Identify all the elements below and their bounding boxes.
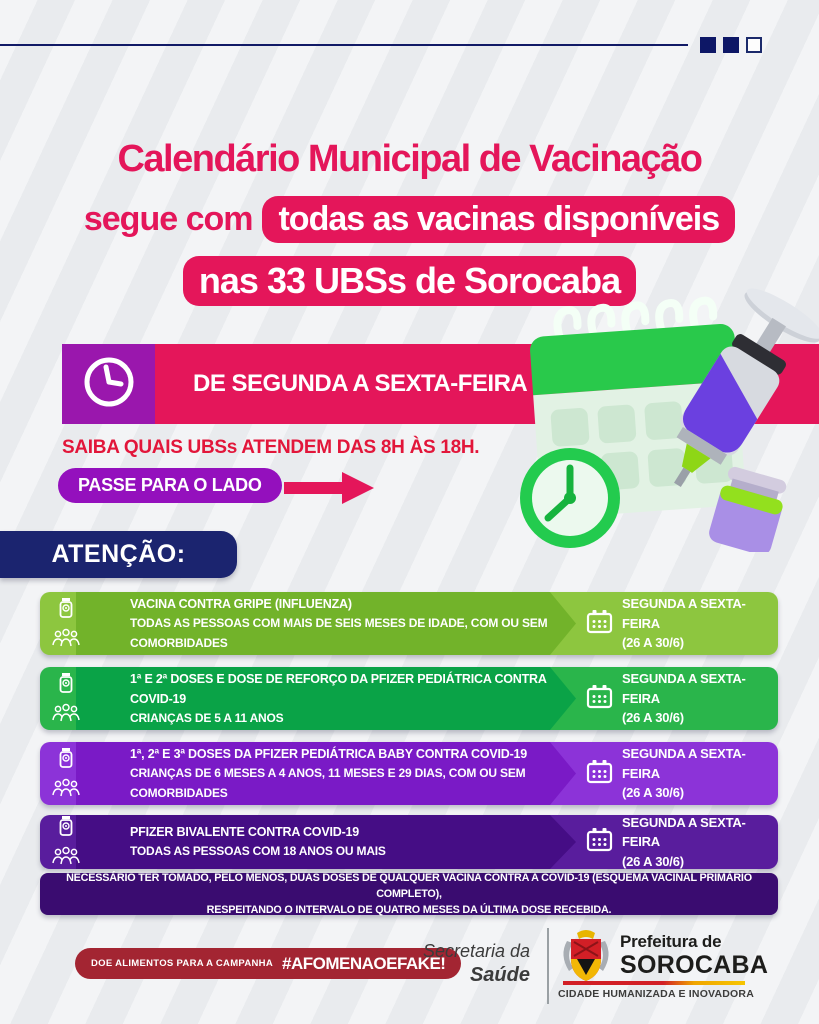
row-schedule [586,742,771,805]
headline-line2 [0,196,819,243]
row-schedule [586,815,771,869]
calendar-icon [586,759,613,789]
note-line2: RESPEITANDO O INTERVALO DE QUATRO MESES DA ÚLTIMA DOSE RECEBIDA. [206,904,612,917]
row-title: 1ª E 2ª DOSES E DOSE DE REFORÇO DA PFIZER PEDIÁTRICA CONTRA COVID-19 [130,671,547,706]
calendar-icon [586,827,613,857]
row-left-icons [49,815,83,869]
row-schedule-dates: (26 A 30/6) [622,785,684,801]
people-group-icon [51,846,81,870]
top-divider-line [0,44,688,46]
campaign-prefix: DOE ALIMENTOS PARA A CAMPANHA [91,958,273,969]
attention-label: ATENÇÃO: [0,531,237,578]
people-group-icon [51,628,81,652]
vaccine-vial-icon [56,671,76,700]
calendar-clock-syringe-illustration [498,282,819,552]
row-title: 1ª, 2ª E 3ª DOSES DA PFIZER PEDIÁTRICA BABY CONTRA COVID-19 [130,747,528,762]
headline-line2-prefix: segue com [83,200,253,238]
row-text [130,592,560,655]
prefeitura-wordmark [620,933,768,979]
row-schedule-days: SEGUNDA A SEXTA-FEIRA [622,671,746,706]
secretaria-line2: Saúde [469,963,530,986]
row-schedule-days: SEGUNDA A SEXTA-FEIRA [622,596,746,631]
brand-gradient-bar [563,981,745,985]
vaccine-row-influenza [40,592,778,655]
row-subtitle: CRIANÇAS DE 5 A 11 ANOS [130,710,284,725]
headline-line1: Calendário Municipal de Vacinação [117,138,702,180]
pagination-square-outline[interactable] [746,37,762,53]
prefeitura-line1: Prefeitura de [620,932,722,951]
hours-line: SAIBA QUAIS UBSs ATENDEM DAS 8H ÀS 18H. [62,437,480,458]
row-text [130,742,560,805]
people-group-icon [51,778,81,802]
row-text [130,667,560,730]
row-subtitle: TODAS AS PESSOAS COM 18 ANOS OU MAIS [130,844,386,859]
clock-icon [82,355,136,414]
pagination-square-filled-2[interactable] [723,37,739,53]
vaccine-vial-icon [56,814,76,843]
row-schedule-dates: (26 A 30/6) [622,710,684,726]
vaccine-vial-icon [56,746,76,775]
vaccine-row-pfizer-pediatrica [40,667,778,730]
people-group-icon [51,703,81,727]
vaccine-vial-icon [56,596,76,625]
pagination-square-filled-1[interactable] [700,37,716,53]
row-schedule-days: SEGUNDA A SEXTA-FEIRA [622,814,746,850]
note-line1: NECESSÁRIO TER TOMADO, PELO MENOS, DUAS DOSES DE QUALQUER VACINA CONTRA A COVID-19 (ESQUEMA VACINAL PRIMÁRIO COMPLETO), [66,871,752,900]
row-left-icons [49,742,83,805]
secretaria-da-saude-wordmark [370,941,530,987]
row-title: VACINA CONTRA GRIPE (INFLUENZA) [130,597,352,612]
row-schedule [586,667,771,730]
calendar-icon [586,684,613,714]
campaign-hashtag: #AFOMENAOEFAKE! [282,953,446,973]
bivalent-requirement-note [40,873,778,915]
row-left-icons [49,592,83,655]
row-schedule-days: SEGUNDA A SEXTA-FEIRA [622,746,746,781]
arrow-right-icon [284,471,376,510]
row-subtitle: TODAS AS PESSOAS COM MAIS DE SEIS MESES DE IDADE, COM OU SEM COMORBIDADES [130,616,548,650]
carousel-pagination [700,37,762,53]
secretaria-line1: Secretaria da [422,941,530,961]
row-schedule [586,592,771,655]
headline-line3-highlight: nas 33 UBSs de Sorocaba [183,256,636,306]
schedule-banner-text: DE SEGUNDA A SEXTA-FEIRA [193,370,528,397]
row-text [130,815,560,869]
row-schedule-dates: (26 A 30/6) [622,853,684,869]
calendar-icon [586,609,613,639]
row-left-icons [49,667,83,730]
vaccine-row-pfizer-baby [40,742,778,805]
swipe-cta-button[interactable]: PASSE PARA O LADO [58,468,282,503]
prefeitura-line2: SOROCABA [620,950,769,979]
row-subtitle: CRIANÇAS DE 6 MESES A 4 ANOS, 11 MESES E 29 DIAS, COM OU SEM COMORBIDADES [130,766,526,800]
clock-box [62,344,155,424]
row-title: PFIZER BIVALENTE CONTRA COVID-19 [130,825,360,840]
city-tagline: CIDADE HUMANIZADA E INOVADORA [558,988,754,1000]
row-schedule-dates: (26 A 30/6) [622,635,684,651]
vaccine-row-pfizer-bivalente [40,815,778,869]
headline-line2-highlight: todas as vacinas disponíveis [262,196,735,243]
